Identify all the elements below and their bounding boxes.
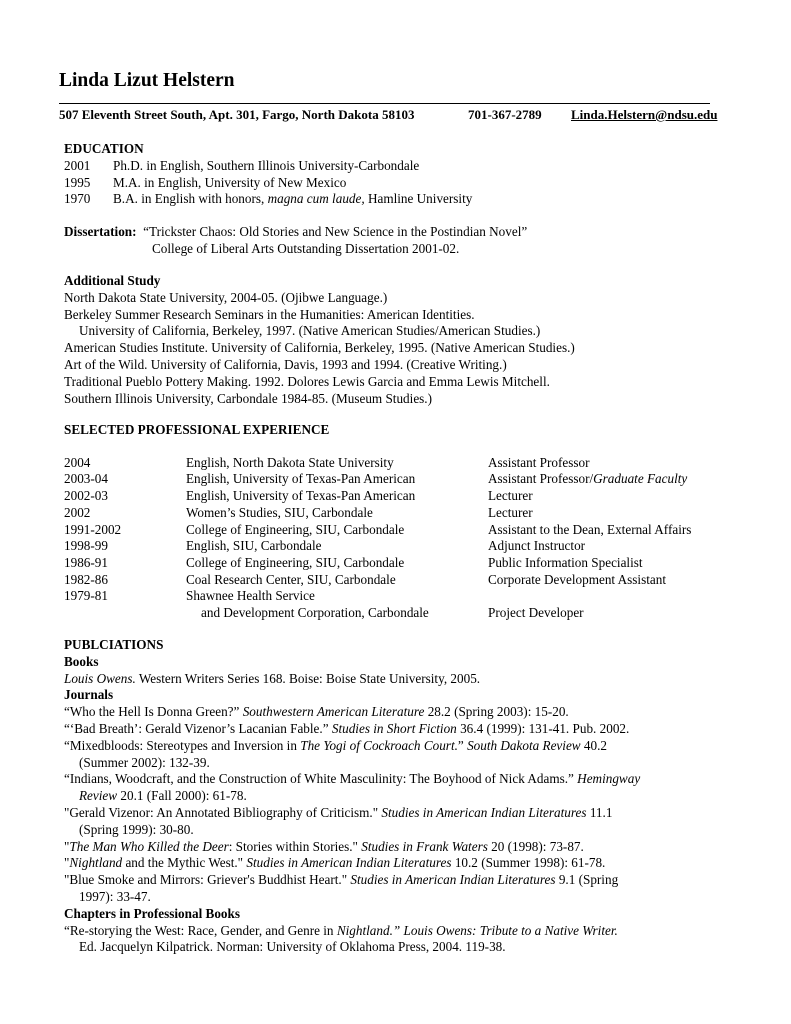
experience-year: 2002: [64, 504, 91, 520]
experience-title: Assistant Professor: [488, 454, 590, 470]
chapter-entry-continued: Ed. Jacquelyn Kilpatrick. Norman: University of Oklahoma Press, 2004. 119-38.: [79, 939, 506, 955]
experience-year: 1986-91: [64, 554, 108, 570]
study-item: University of California, Berkeley, 1997. (Native American Studies/American Studies.): [79, 323, 541, 339]
phone-number: 701-367-2789: [468, 107, 542, 122]
education-degree: Ph.D. in English, Southern Illinois University-Carbondale: [113, 157, 420, 173]
books-heading: Books: [64, 653, 99, 669]
article-title: “‘Bad Breath’: Gerald Vizenor’s Lacanian Fable.”: [64, 720, 332, 736]
experience-title: Public Information Specialist: [488, 554, 643, 570]
education-heading: EDUCATION: [64, 141, 144, 156]
title-emphasis: Graduate Faculty: [593, 471, 688, 487]
experience-row: [64, 488, 764, 505]
journal-name: Studies in American Indian Literatures: [350, 872, 556, 888]
publications-heading: PUBLCIATIONS: [64, 637, 164, 652]
experience-row: [64, 555, 764, 572]
journal-name: South Dakota Review: [467, 737, 581, 753]
book-title: Nightland.” Louis Owens: Tribute to a Native Writer.: [336, 922, 618, 938]
book-entry: [64, 671, 744, 688]
dissertation-section: [64, 224, 527, 258]
study-item: Art of the Wild. University of California, Davis, 1993 and 1994. (Creative Writing.): [64, 356, 507, 372]
quote-mark: ": [64, 838, 70, 854]
contact-line: [59, 107, 718, 123]
experience-org: English, University of Texas-Pan American: [186, 471, 416, 487]
article-title: and the Mythic West.": [122, 855, 247, 871]
citation-details: 9.1 (Spring: [555, 872, 619, 888]
header-rule: [59, 103, 710, 104]
journal-entry: [64, 704, 744, 721]
experience-org: College of Engineering, SIU, Carbondale: [186, 554, 405, 570]
journal-entry-continued: (Spring 1999): 30-80.: [79, 821, 194, 837]
experience-org: English, University of Texas-Pan American: [186, 488, 416, 504]
article-title-end: ”: [457, 737, 468, 753]
work-title: The Man Who Killed the Deer: [69, 838, 229, 854]
journal-name: Studies in American Indian Literatures: [246, 855, 452, 871]
journals-heading: Journals: [64, 687, 114, 703]
experience-title: Lecturer: [488, 504, 533, 520]
education-section: [64, 141, 473, 208]
experience-year: 2002-03: [64, 488, 108, 504]
journal-entry-continued: [64, 788, 744, 805]
education-item: [64, 174, 347, 192]
experience-section: [64, 422, 764, 622]
experience-title: [488, 471, 687, 488]
quote-mark: ": [64, 855, 70, 871]
experience-org: College of Engineering, SIU, Carbondale: [186, 521, 405, 537]
citation-details: 20.1 (Fall 2000): 61-78.: [117, 788, 247, 804]
degree-text: B.A. in English with honors,: [113, 191, 268, 207]
study-item: Southern Illinois University, Carbondale 1984-85. (Museum Studies.): [64, 390, 432, 406]
dissertation-line: [64, 224, 527, 241]
experience-row: [64, 605, 764, 622]
education-year: 1970: [64, 191, 91, 207]
experience-row: [64, 572, 764, 589]
experience-year: 2003-04: [64, 471, 108, 487]
journal-entry: [64, 738, 744, 755]
article-title: "Blue Smoke and Mirrors: Griever's Buddhist Heart.": [64, 872, 351, 888]
additional-study-heading: Additional Study: [64, 273, 161, 288]
additional-study-section: [64, 273, 575, 407]
degree-honors: magna cum laude,: [267, 191, 365, 207]
publications-section: [64, 637, 744, 956]
education-year: 2001: [64, 157, 91, 173]
experience-title: Project Developer: [488, 604, 584, 620]
journal-entry-continued: (Summer 2002): 132-39.: [79, 754, 210, 770]
experience-year: 1982-86: [64, 571, 108, 587]
dissertation-label: Dissertation:: [64, 224, 137, 239]
study-item: Berkeley Summer Research Seminars in the Humanities: American Identities.: [64, 306, 475, 322]
citation-details: 40.2: [580, 737, 607, 753]
degree-school: Hamline University: [364, 191, 473, 207]
experience-org: English, North Dakota State University: [186, 454, 394, 470]
book-details: Western Writers Series 168. Boise: Boise State University, 2005.: [135, 670, 481, 686]
experience-org: English, SIU, Carbondale: [186, 538, 322, 554]
dissertation-award: College of Liberal Arts Outstanding Dissertation 2001-02.: [152, 240, 460, 256]
citation-details: 36.4 (1999): 131-41. Pub. 2002.: [456, 720, 630, 736]
experience-title: Assistant to the Dean, External Affairs: [488, 521, 692, 537]
article-title: “Who the Hell Is Donna Green?”: [64, 704, 243, 720]
journal-entry: [64, 721, 744, 738]
experience-org: Shawnee Health Service: [186, 588, 315, 604]
article-title: : Stories within Stories.": [228, 838, 362, 854]
experience-year: 2004: [64, 454, 91, 470]
experience-row: [64, 471, 764, 488]
experience-org: and Development Corporation, Carbondale: [201, 604, 429, 620]
journal-name-continued: Review: [79, 788, 118, 804]
experience-heading: SELECTED PROFESSIONAL EXPERIENCE: [64, 422, 330, 437]
experience-title: Corporate Development Assistant: [488, 571, 666, 587]
education-degree: [113, 191, 472, 208]
chapters-heading: Chapters in Professional Books: [64, 905, 240, 921]
journal-entry: [64, 805, 744, 822]
journal-entry: [64, 839, 744, 856]
education-degree: M.A. in English, University of New Mexico: [113, 174, 347, 190]
chapter-title: “Re-storying the West: Race, Gender, and Genre in: [64, 922, 337, 938]
book-title: Louis Owens.: [64, 670, 136, 686]
citation-details: 20 (1998): 73-87.: [487, 838, 584, 854]
email-link[interactable]: Linda.Helstern@ndsu.edu: [571, 107, 718, 122]
journal-entry: [64, 771, 744, 788]
title-text: Assistant Professor/: [488, 471, 594, 487]
chapter-entry: [64, 923, 744, 940]
experience-title: Adjunct Instructor: [488, 538, 586, 554]
study-item: American Studies Institute. University of California, Berkeley, 1995. (Native American Studies.): [64, 340, 575, 356]
experience-row: [64, 455, 764, 472]
journal-name: Studies in Frank Waters: [361, 838, 488, 854]
citation-details: 10.2 (Summer 1998): 61-78.: [451, 855, 606, 871]
study-item: Traditional Pueblo Pottery Making. 1992. Dolores Lewis Garcia and Emma Lewis Mitchell.: [64, 373, 550, 389]
article-title: “Mixedbloods: Stereotypes and Inversion in: [64, 737, 301, 753]
education-item: [64, 191, 473, 208]
journal-name: Southwestern American Literature: [242, 704, 425, 720]
journal-entry-continued: 1997): 33-47.: [79, 888, 151, 904]
citation-details: 11.1: [586, 804, 613, 820]
study-item: North Dakota State University, 2004-05. (Ojibwe Language.): [64, 289, 388, 305]
experience-row: [64, 522, 764, 539]
citation-details: 28.2 (Spring 2003): 15-20.: [424, 704, 569, 720]
journal-name: Studies in American Indian Literatures: [381, 804, 587, 820]
experience-org: Coal Research Center, SIU, Carbondale: [186, 571, 396, 587]
journal-name: Studies in Short Fiction: [331, 720, 457, 736]
work-title: The Yogi of Cockroach Court.: [300, 737, 458, 753]
experience-year: 1991-2002: [64, 521, 122, 537]
article-title: “Indians, Woodcraft, and the Construction of White Masculinity: The Boyhood of Nick Adams.”: [64, 771, 578, 787]
experience-row: [64, 588, 764, 605]
article-title: "Gerald Vizenor: An Annotated Bibliography of Criticism.": [64, 804, 382, 820]
work-title: Nightland: [69, 855, 123, 871]
journal-name: Hemingway: [577, 771, 641, 787]
journal-entry: [64, 872, 744, 889]
experience-org: Women’s Studies, SIU, Carbondale: [186, 504, 373, 520]
experience-row: [64, 538, 764, 555]
resume-name: Linda Lizut Helstern: [59, 70, 235, 91]
address: 507 Eleventh Street South, Apt. 301, Fargo, North Dakota 58103: [59, 107, 415, 122]
education-year: 1995: [64, 174, 91, 190]
experience-row: [64, 505, 764, 522]
experience-year: 1998-99: [64, 538, 108, 554]
journal-entry: [64, 855, 744, 872]
education-item: [64, 157, 420, 175]
experience-title: Lecturer: [488, 488, 533, 504]
experience-year: 1979-81: [64, 588, 108, 604]
dissertation-title: “Trickster Chaos: Old Stories and New Science in the Postindian Novel”: [143, 224, 528, 239]
